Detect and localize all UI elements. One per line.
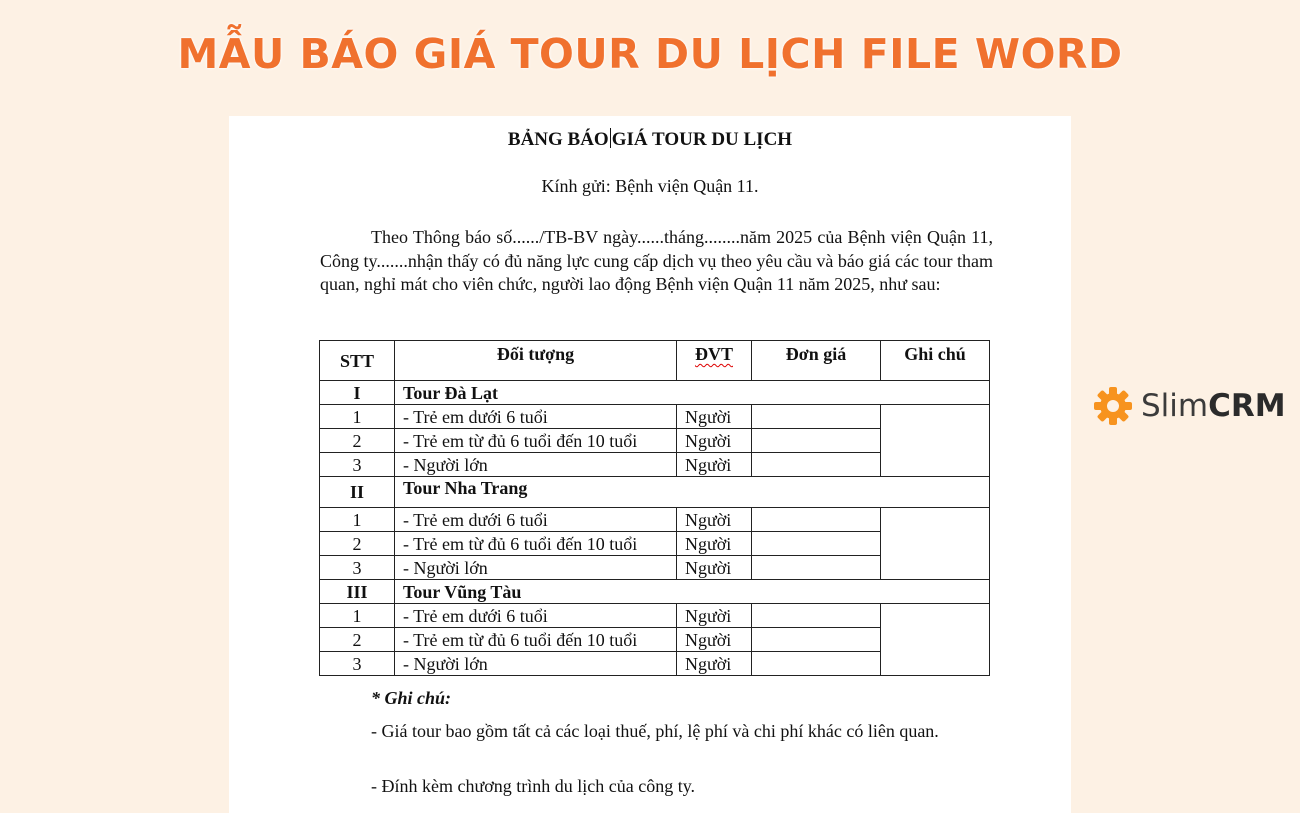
table-row: [320, 508, 990, 532]
row-unit: Người: [677, 604, 752, 628]
row-stt: 3: [320, 556, 395, 580]
section-name: Tour Nha Trang: [395, 477, 990, 508]
header-unit: [677, 341, 752, 381]
row-stt: 1: [320, 604, 395, 628]
header-object: Đối tượng: [395, 341, 677, 381]
row-note: [881, 508, 990, 580]
row-price: [752, 556, 881, 580]
brand-logo: [1093, 386, 1286, 426]
section-row: [320, 580, 990, 604]
document-title-part2: GIÁ TOUR DU LỊCH: [611, 129, 793, 150]
brand-name-bold: CRM: [1208, 388, 1286, 424]
row-note: [881, 405, 990, 477]
section-row: [320, 477, 990, 508]
row-unit: Người: [677, 429, 752, 453]
row-note: [881, 604, 990, 676]
row-price: [752, 453, 881, 477]
row-object: - Trẻ em dưới 6 tuổi: [395, 604, 677, 628]
row-stt: 2: [320, 532, 395, 556]
row-price: [752, 405, 881, 429]
row-unit: Người: [677, 628, 752, 652]
header-price: Đơn giá: [752, 341, 881, 381]
header-note: Ghi chú: [881, 341, 990, 381]
section-name: Tour Vũng Tàu: [395, 580, 990, 604]
section-number: II: [320, 477, 395, 508]
header-unit-label: ĐVT: [694, 344, 733, 364]
row-price: [752, 508, 881, 532]
row-price: [752, 652, 881, 676]
intro-paragraph: Theo Thông báo số....../TB-BV ngày......tháng........năm 2025 của Bệnh viện Quận 11, Công ty.......nhận thấy có đủ năng lực cung cấp dịch vụ theo yêu cầu và báo giá các tour tham quan, nghỉ mát cho viên chức, người lao động Bệnh viện Quận 11 năm 2025, như sau:: [320, 227, 993, 294]
row-object: - Người lớn: [395, 453, 677, 477]
row-stt: 2: [320, 429, 395, 453]
row-unit: Người: [677, 556, 752, 580]
text-cursor: [610, 128, 611, 148]
row-stt: 2: [320, 628, 395, 652]
row-price: [752, 628, 881, 652]
row-price: [752, 604, 881, 628]
row-stt: 1: [320, 508, 395, 532]
row-stt: 3: [320, 652, 395, 676]
document-title: [229, 128, 1071, 151]
note-item-1: - Giá tour bao gồm tất cả các loại thuế, phí, lệ phí và chi phí khác có liên quan.: [371, 721, 939, 741]
section-number: III: [320, 580, 395, 604]
row-object: - Trẻ em dưới 6 tuổi: [395, 508, 677, 532]
note-item-2: - Đính kèm chương trình du lịch của công ty.: [371, 776, 696, 796]
row-object: - Trẻ em từ đủ 6 tuổi đến 10 tuổi: [395, 429, 677, 453]
table-row: [320, 604, 990, 628]
row-unit: Người: [677, 405, 752, 429]
gear-logo-icon: [1093, 386, 1133, 426]
row-object: - Trẻ em dưới 6 tuổi: [395, 405, 677, 429]
row-unit: Người: [677, 508, 752, 532]
row-unit: Người: [677, 532, 752, 556]
row-stt: 3: [320, 453, 395, 477]
brand-name-light: Slim: [1141, 388, 1209, 424]
section-number: I: [320, 381, 395, 405]
section-row: [320, 381, 990, 405]
header-stt: STT: [320, 341, 395, 381]
row-object: - Người lớn: [395, 652, 677, 676]
row-object: - Trẻ em từ đủ 6 tuổi đến 10 tuổi: [395, 628, 677, 652]
row-price: [752, 532, 881, 556]
document-title-part1: BẢNG BÁO: [507, 129, 609, 150]
banner-title: MẪU BÁO GIÁ TOUR DU LỊCH FILE WORD: [177, 30, 1123, 78]
row-unit: Người: [677, 652, 752, 676]
table-row: [320, 405, 990, 429]
row-unit: Người: [677, 453, 752, 477]
section-name: Tour Đà Lạt: [395, 381, 990, 405]
document-page: [229, 116, 1071, 813]
price-quote-table: [319, 340, 990, 676]
notes-title: * Ghi chú:: [371, 688, 452, 708]
table-header-row: [320, 341, 990, 381]
row-object: - Trẻ em từ đủ 6 tuổi đến 10 tuổi: [395, 532, 677, 556]
row-price: [752, 429, 881, 453]
row-object: - Người lớn: [395, 556, 677, 580]
recipient-line: Kính gửi: Bệnh viện Quận 11.: [541, 176, 759, 196]
row-stt: 1: [320, 405, 395, 429]
